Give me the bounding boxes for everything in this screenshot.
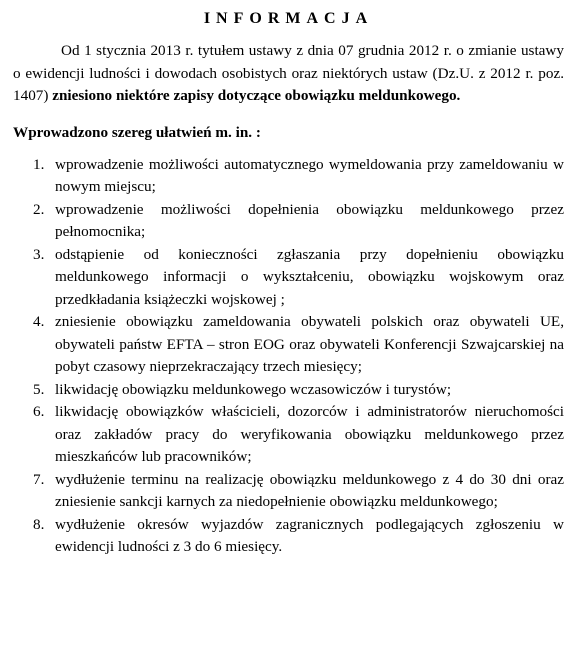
- list-heading: Wprowadzono szereg ułatwień m. in. :: [13, 123, 261, 141]
- list-item-text: wprowadzenie możliwości automatycznego wymeldowania przy zameldowaniu w nowym miejscu;: [55, 155, 564, 195]
- list-item-number: 3.: [33, 245, 45, 263]
- intro-paragraph: [13, 40, 564, 108]
- list-item-number: 7.: [33, 470, 45, 488]
- list-item: [13, 379, 564, 402]
- list-item-number: 2.: [33, 200, 45, 218]
- list-item: [13, 244, 564, 312]
- list-item-text: wydłużenie terminu na realizację obowiązku meldunkowego z 4 do 30 dni oraz zniesienie sankcji karnych za niedopełnienie obowiązku meldunkowego;: [55, 470, 564, 510]
- list-item-text: wydłużenie okresów wyjazdów zagranicznych podlegających zgłoszeniu w ewidencji ludności z 3 do 6 miesięcy.: [55, 515, 564, 555]
- list-item-number: 1.: [33, 155, 45, 173]
- document-title: INFORMACJA: [203, 10, 374, 27]
- list-item: [13, 154, 564, 199]
- intro-text: Od 1 stycznia 2013 r. tytułem ustawy z dnia 07 grudnia 2012 r. o zmianie ustawy o ewidencji ludności i dowodach osobistych oraz niektórych ustaw (Dz.U. z 2012 r. poz. 1407): [13, 42, 564, 104]
- intro-bold-text: zniesiono niektóre zapisy dotyczące obowiązku meldunkowego.: [52, 87, 461, 104]
- list-item: [13, 514, 564, 559]
- list-item-text: wprowadzenie możliwości dopełnienia obowiązku meldunkowego przez pełnomocnika;: [55, 200, 564, 240]
- list-item-number: 6.: [33, 403, 45, 420]
- list-item-number: 5.: [33, 380, 45, 398]
- list-item-text: zniesienie obowiązku zameldowania obywateli polskich oraz obywateli UE, obywateli państw EFTA – stron EOG oraz obywateli Konferencji Szwajcarskiej na pobyt czasowy nieprzekraczający trzech miesięcy;: [55, 313, 564, 375]
- list-item-text: likwidację obowiązków właścicieli, dozorców i administratorów nieruchomości oraz zakładów pracy do weryfikowania obowiązku meldunkowego przez mieszkańców lub pracowników;: [55, 403, 564, 465]
- list-item-number: 4.: [33, 313, 45, 330]
- list-item: [13, 401, 564, 469]
- changes-list: [13, 154, 564, 559]
- list-item: [13, 199, 564, 244]
- list-item-text: odstąpienie od konieczności zgłaszania przy dopełnieniu obowiązku meldunkowego informacji o wykształceniu, obowiązku wojskowym oraz przedkładania książeczki wojskowej ;: [55, 245, 564, 308]
- list-item-text: likwidację obowiązku meldunkowego wczasowiczów i turystów;: [55, 380, 452, 398]
- list-item-number: 8.: [33, 515, 45, 533]
- list-item: [13, 469, 564, 514]
- list-item: [13, 311, 564, 379]
